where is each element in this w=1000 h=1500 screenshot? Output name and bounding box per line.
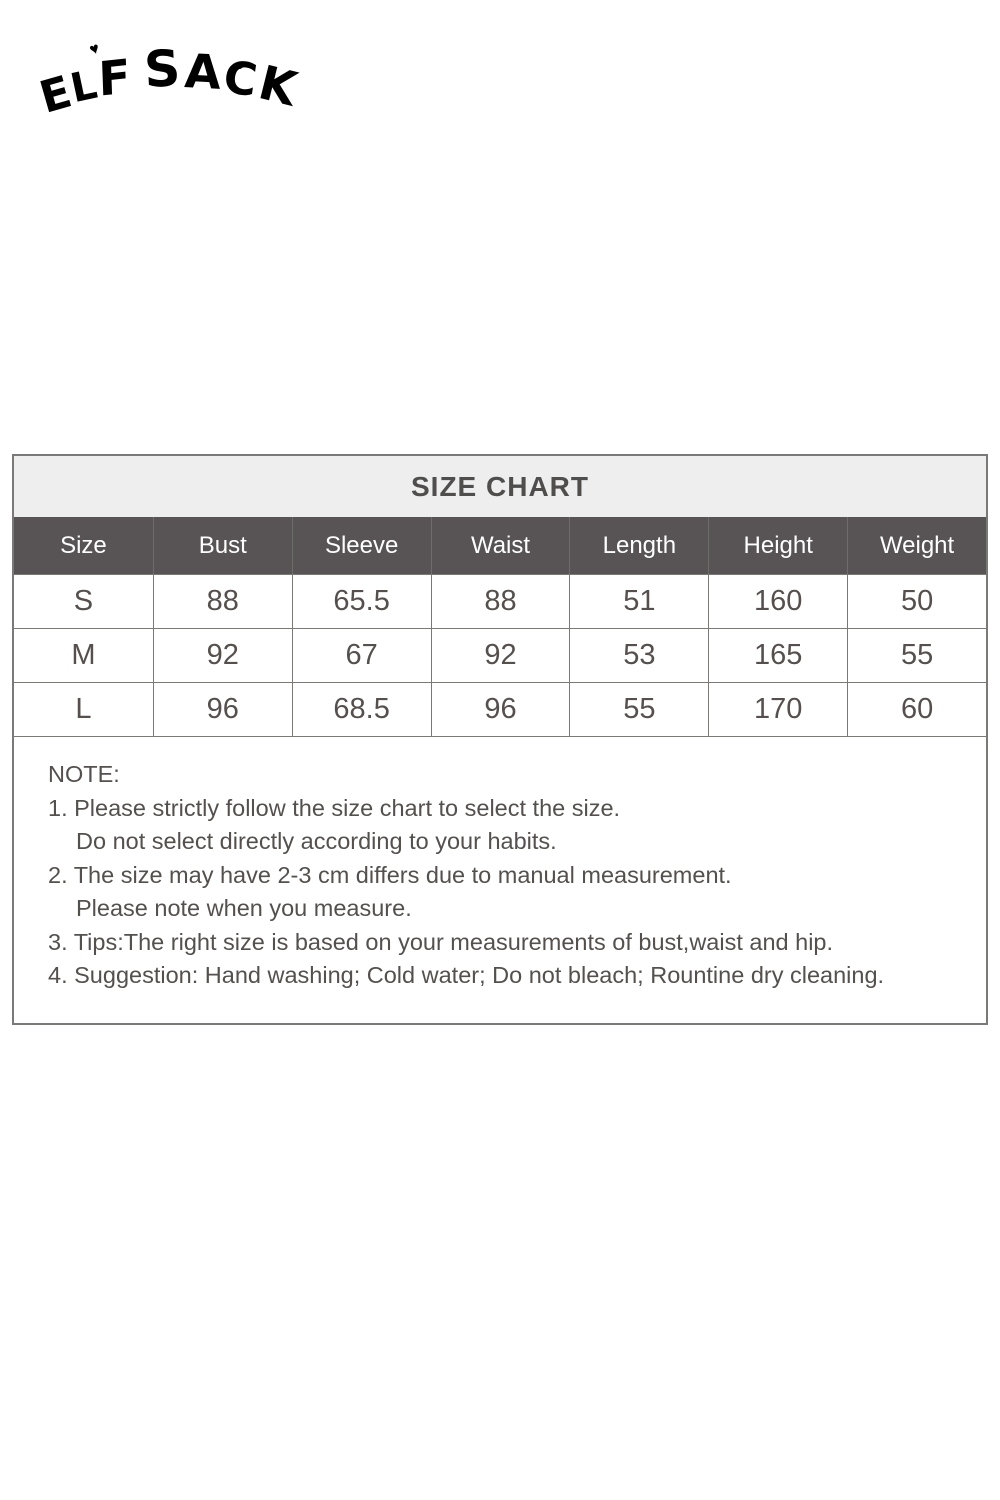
logo-letters bbox=[34, 39, 302, 124]
logo-letter: S bbox=[142, 39, 182, 99]
note-line: 2. The size may have 2-3 cm differs due to manual measurement. bbox=[48, 861, 732, 888]
logo-letter: K bbox=[253, 55, 302, 118]
column-header-length: Length bbox=[569, 517, 708, 574]
note-section bbox=[14, 736, 986, 1023]
table-cell: 67 bbox=[292, 628, 431, 682]
table-cell: 60 bbox=[847, 682, 986, 736]
table-cell: 68.5 bbox=[292, 682, 431, 736]
table-cell: 165 bbox=[708, 628, 847, 682]
note-line: 1. Please strictly follow the size chart to select the size. bbox=[48, 794, 621, 821]
size-chart-box bbox=[12, 454, 988, 1025]
table-header-row bbox=[14, 517, 986, 574]
table-cell: 55 bbox=[847, 628, 986, 682]
note-line: 4. Suggestion: Hand washing; Cold water; Do not bleach; Rountine dry cleaning. bbox=[48, 962, 885, 988]
table-cell: 96 bbox=[153, 682, 292, 736]
table-cell: 92 bbox=[153, 628, 292, 682]
column-header-sleeve: Sleeve bbox=[292, 517, 431, 574]
table-cell: S bbox=[14, 574, 153, 628]
table-cell: 88 bbox=[153, 574, 292, 628]
table-row-m bbox=[14, 628, 986, 682]
table-row-l bbox=[14, 682, 986, 736]
note-line: Do not select directly according to your habits. bbox=[76, 828, 557, 854]
table-cell: 55 bbox=[569, 682, 708, 736]
logo-letter: F bbox=[97, 49, 132, 108]
table-cell: 51 bbox=[569, 574, 708, 628]
note-line: 3. Tips:The right size is based on your measurements of bust,waist and hip. bbox=[48, 928, 834, 955]
logo-letter: A bbox=[182, 44, 222, 101]
table-cell: 96 bbox=[431, 682, 570, 736]
table-cell: M bbox=[14, 628, 153, 682]
table-cell: 53 bbox=[569, 628, 708, 682]
logo-letter: L bbox=[66, 61, 101, 113]
note-line: Please note when you measure. bbox=[76, 895, 412, 921]
table-cell: L bbox=[14, 682, 153, 736]
column-header-waist: Waist bbox=[431, 517, 570, 574]
logo-letter: C bbox=[220, 50, 261, 108]
size-chart-title: SIZE CHART bbox=[14, 456, 986, 517]
table-cell: 88 bbox=[431, 574, 570, 628]
column-header-bust: Bust bbox=[153, 517, 292, 574]
table-cell: 50 bbox=[847, 574, 986, 628]
column-header-size: Size bbox=[60, 531, 107, 559]
logo-letter: E bbox=[34, 66, 78, 124]
heart-mark-icon: ♥ bbox=[87, 39, 102, 60]
table-cell: 160 bbox=[708, 574, 847, 628]
table-cell: 92 bbox=[431, 628, 570, 682]
column-header-height: Height bbox=[708, 517, 847, 574]
table-cell: 65.5 bbox=[292, 574, 431, 628]
elf-sack-logo bbox=[34, 39, 302, 140]
table-cell: 170 bbox=[708, 682, 847, 736]
note-heading: NOTE: bbox=[48, 761, 120, 787]
table-row-s bbox=[14, 574, 986, 628]
column-header-weight: Weight bbox=[847, 517, 986, 574]
